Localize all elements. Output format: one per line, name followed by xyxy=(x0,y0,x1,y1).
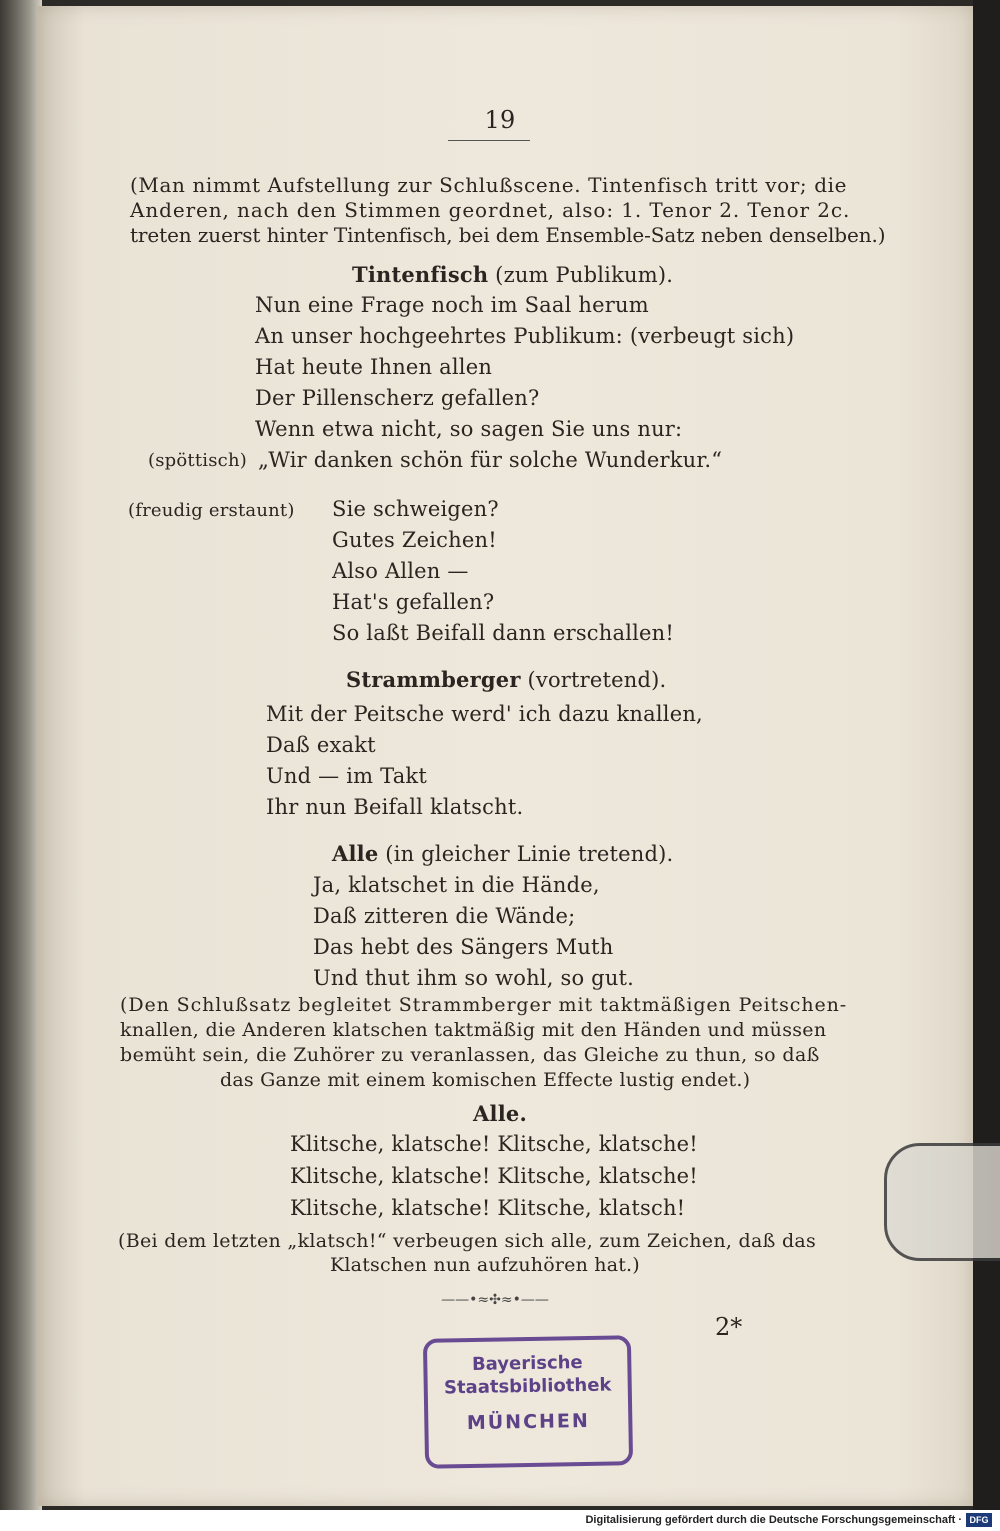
verse-line: An unser hochgeehrtes Publikum: (verbeugt sich) xyxy=(255,324,795,348)
speaker-direction: (zum Publikum). xyxy=(488,263,674,287)
speaker-name: Alle xyxy=(332,841,379,866)
verse-line: „Wir danken schön für solche Wunderkur.“ xyxy=(258,448,723,472)
verse-line: Und — im Takt xyxy=(266,764,427,788)
verse-line: Wenn etwa nicht, so sagen Sie uns nur: xyxy=(255,417,683,441)
dfg-logo: DFG xyxy=(966,1513,992,1527)
stage-direction-line: Anderen, nach den Stimmen geordnet, also: 1. Tenor 2. Tenor 2c. xyxy=(130,198,851,222)
speaker-heading xyxy=(332,841,673,866)
verse-line: Gutes Zeichen! xyxy=(332,528,497,552)
stamp-line: Bayerische xyxy=(471,1352,583,1375)
verse-line: Sie schweigen? xyxy=(332,497,499,521)
verse-line: Der Pillenscherz gefallen? xyxy=(255,386,540,410)
verse-line: Hat heute Ihnen allen xyxy=(255,355,493,379)
page-clip-tab xyxy=(884,1143,1000,1261)
stage-direction-line: knallen, die Anderen klatschen taktmäßig mit den Händen und müssen xyxy=(120,1019,827,1041)
speaker-heading xyxy=(346,667,666,692)
speaker-direction: (in gleicher Linie tretend). xyxy=(378,842,674,866)
speaker-name: Tintenfisch xyxy=(352,262,489,287)
verse-line: Klitsche, klatsche! Klitsche, klatsch! xyxy=(290,1196,686,1220)
section-ornament: ——•≈✣≈•—— xyxy=(441,1292,549,1308)
verse-line: Und thut ihm so wohl, so gut. xyxy=(313,966,635,990)
verse-line: Klitsche, klatsche! Klitsche, klatsche! xyxy=(290,1132,698,1156)
speaker-direction: (vortretend). xyxy=(520,668,667,692)
header-rule xyxy=(448,140,530,141)
verse-line: Mit der Peitsche werd' ich dazu knallen, xyxy=(266,702,703,726)
library-stamp xyxy=(423,1335,633,1469)
verse-line: Daß exakt xyxy=(266,733,376,757)
speaker-name: Strammberger xyxy=(346,667,521,692)
speaker-heading xyxy=(352,262,673,287)
aside-direction: (spöttisch) xyxy=(148,450,247,471)
verse-line: Daß zitteren die Wände; xyxy=(313,904,576,928)
footer-credit: Digitalisierung gefördert durch die Deutsche Forschungsgemeinschaft · xyxy=(585,1514,962,1526)
speaker-name: Alle. xyxy=(473,1101,527,1126)
signature-mark: 2* xyxy=(715,1313,743,1341)
stage-direction-line: bemüht sein, die Zuhörer zu veranlassen, das Gleiche zu thun, so daß xyxy=(120,1044,820,1066)
stamp-line: Staatsbibliothek xyxy=(443,1374,612,1399)
stage-direction-line: das Ganze mit einem komischen Effecte lustig endet.) xyxy=(220,1069,751,1091)
verse-line: Hat's gefallen? xyxy=(332,590,495,614)
page-number: 19 xyxy=(484,106,516,134)
verse-line: Klitsche, klatsche! Klitsche, klatsche! xyxy=(290,1164,698,1188)
stage-direction-line: treten zuerst hinter Tintenfisch, bei dem Ensemble-Satz neben denselben.) xyxy=(130,223,886,247)
book-cover-right xyxy=(973,0,1000,1510)
verse-line: Ja, klatschet in die Hände, xyxy=(313,873,600,897)
aside-direction: (freudig erstaunt) xyxy=(128,500,295,521)
stamp-line: MÜNCHEN xyxy=(466,1409,591,1435)
verse-line: Nun eine Frage noch im Saal herum xyxy=(255,293,649,317)
stage-direction-line: (Man nimmt Aufstellung zur Schlußscene. Tintenfisch tritt vor; die xyxy=(130,173,848,197)
stage-direction-line: (Den Schlußsatz begleitet Strammberger mit taktmäßigen Peitschen- xyxy=(120,994,848,1016)
verse-line: Das hebt des Sängers Muth xyxy=(313,935,614,959)
verse-line: So laßt Beifall dann erschallen! xyxy=(332,621,675,645)
stage-direction-line: (Bei dem letzten „klatsch!“ verbeugen sich alle, zum Zeichen, daß das xyxy=(118,1230,817,1252)
verse-line: Also Allen — xyxy=(332,559,469,583)
stage-direction-line: Klatschen nun aufzuhören hat.) xyxy=(330,1254,640,1276)
book-spine-left xyxy=(0,0,42,1510)
verse-line: Ihr nun Beifall klatscht. xyxy=(266,795,524,819)
